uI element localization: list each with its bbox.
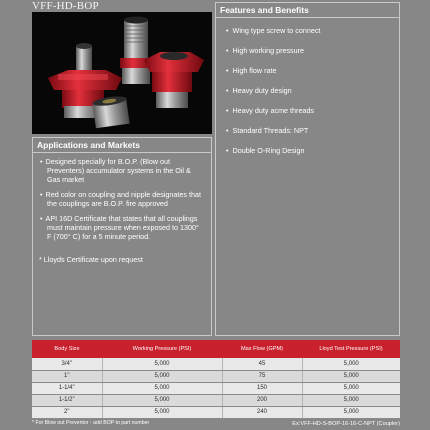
features-list — [216, 18, 399, 155]
cell-working-pressure: 5,000 — [102, 394, 222, 406]
applications-box — [32, 137, 212, 336]
application-item: • Designed specially for B.O.P. (Blow out Preventers) accumulator systems in the Oil & Gas market — [39, 157, 205, 184]
product-code-title: VFF-HD-BOP — [32, 0, 99, 12]
table-row — [32, 394, 400, 406]
cell-working-pressure: 5,000 — [102, 382, 222, 394]
table-row — [32, 406, 400, 418]
header-max-flow: Max Flow (GPM) — [222, 340, 302, 358]
feature-item: • Wing type screw to connect — [226, 26, 399, 35]
header-body-size: Body Size — [32, 340, 102, 358]
lloyds-note: * Lloyds Certificate upon request — [39, 255, 143, 264]
cell-max-flow: 200 — [222, 394, 302, 406]
feature-item: • Double O-Ring Design — [226, 146, 399, 155]
cell-lloyd-pressure: 5,000 — [302, 358, 400, 370]
applications-title: Applications and Markets — [33, 138, 211, 153]
cell-max-flow: 240 — [222, 406, 302, 418]
application-item: • API 16D Certificate that states that all couplings must maintain pressure when exposed to 1300° F (700° C) for a 5 minute period. — [39, 214, 205, 241]
feature-item: • Heavy duty design — [226, 86, 399, 95]
bop-footnote: * For Blow out Preventor - add BOP to part number — [32, 420, 150, 426]
table-header-row — [32, 340, 400, 358]
cell-working-pressure: 5,000 — [102, 406, 222, 418]
coupling-illustration — [32, 12, 212, 134]
cell-lloyd-pressure: 5,000 — [302, 406, 400, 418]
header-working-pressure: Working Pressure (PSI) — [102, 340, 222, 358]
header-lloyd-test-pressure: Lloyd Test Pressure (PSI) — [302, 340, 400, 358]
feature-item: • High flow rate — [226, 66, 399, 75]
table-row — [32, 370, 400, 382]
feature-item: • Standard Threads: NPT — [226, 126, 399, 135]
cell-lloyd-pressure: 5,000 — [302, 370, 400, 382]
cell-body-size: 1-1/2" — [32, 394, 102, 406]
cell-body-size: 2" — [32, 406, 102, 418]
nipple-center — [120, 17, 152, 85]
cell-lloyd-pressure: 5,000 — [302, 382, 400, 394]
nipple-front — [92, 95, 130, 128]
table-row — [32, 382, 400, 394]
feature-item: • Heavy duty acme threads — [226, 106, 399, 115]
cell-working-pressure: 5,000 — [102, 358, 222, 370]
applications-list — [33, 153, 211, 241]
coupling-right — [144, 52, 204, 108]
cell-max-flow: 75 — [222, 370, 302, 382]
cell-working-pressure: 5,000 — [102, 370, 222, 382]
features-box — [215, 2, 400, 336]
cell-lloyd-pressure: 5,000 — [302, 394, 400, 406]
cell-max-flow: 45 — [222, 358, 302, 370]
cell-body-size: 1-1/4" — [32, 382, 102, 394]
spec-table — [32, 340, 400, 419]
part-number-example: Ex:VFF-HD-S-BOP-16-16-C-NPT (Coupler) — [292, 421, 400, 427]
cell-body-size: 1" — [32, 370, 102, 382]
feature-item: • High working pressure — [226, 46, 399, 55]
application-item: • Red color on coupling and nipple designates that the couplings are B.O.P. fire approved — [39, 190, 205, 208]
cell-max-flow: 150 — [222, 382, 302, 394]
table-row — [32, 358, 400, 370]
features-title: Features and Benefits — [216, 3, 399, 18]
product-photo — [32, 12, 212, 134]
cell-body-size: 3/4" — [32, 358, 102, 370]
